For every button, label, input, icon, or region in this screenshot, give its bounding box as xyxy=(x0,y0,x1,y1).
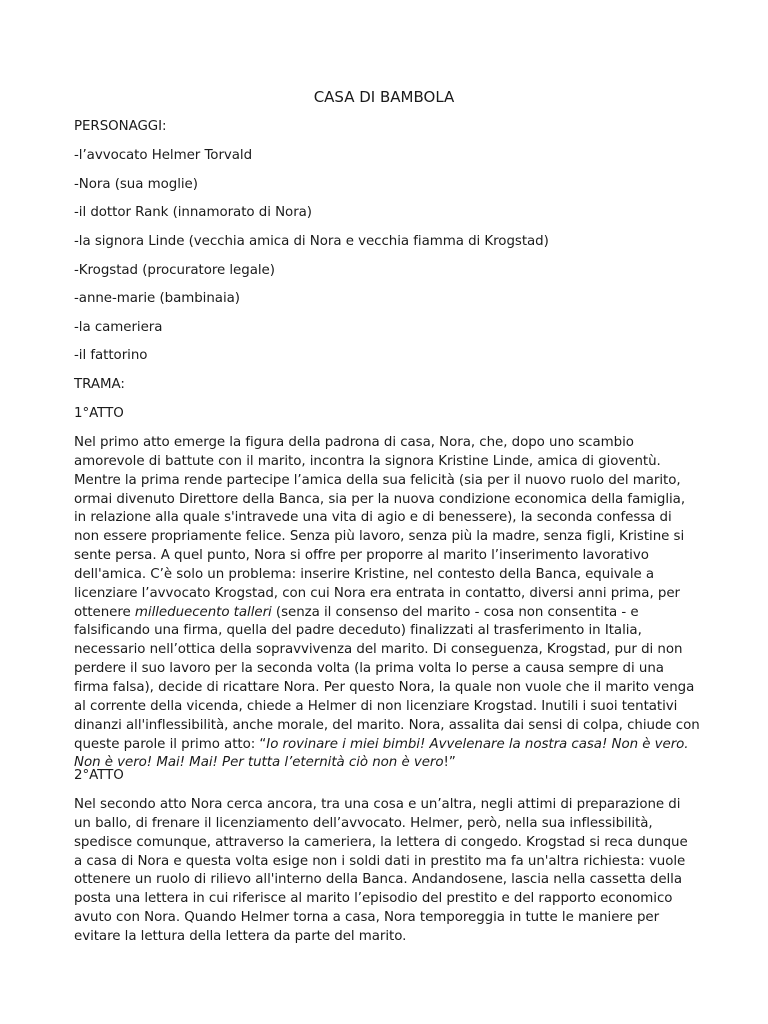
character-item: -la signora Linde (vecchia amica di Nora e vecchia fiamma di Krogstad) xyxy=(74,234,549,249)
act2-heading: 2°ATTO xyxy=(74,768,124,783)
document-title: CASA DI BAMBOLA xyxy=(313,88,455,106)
act1-italic-quote: Io rovinare i miei bimbi! Avvelenare la nostra casa! Non è vero. Non è vero! Mai! Mai! Per tutta l’eternità ciò non è vero xyxy=(74,736,689,771)
act1-italic-talleri: milleduecento talleri xyxy=(134,604,272,620)
plot-heading: TRAMA: xyxy=(74,377,125,392)
act1-text-c: !” xyxy=(443,755,456,771)
character-item: -l’avvocato Helmer Torvald xyxy=(74,148,253,163)
character-item: -la cameriera xyxy=(74,320,163,335)
character-item: -Krogstad (procuratore legale) xyxy=(74,263,275,278)
act1-heading: 1°ATTO xyxy=(74,406,124,421)
character-item: -Nora (sua moglie) xyxy=(74,177,198,192)
character-item: -il dottor Rank (innamorato di Nora) xyxy=(74,205,312,220)
act1-paragraph xyxy=(74,434,700,773)
character-item: -anne-marie (bambinaia) xyxy=(74,291,240,306)
act2-paragraph: Nel secondo atto Nora cerca ancora, tra una cosa e un’altra, negli attimi di preparazione di un ballo, di frenare il licenziamento dell’avvocato. Helmer, però, nella sua inflessibilità, spedisce comunque, attraverso la cameriera, la lettera di congedo. Krogstad si reca dunque a casa di Nora e questa volta esige non i soldi dati in prestito ma fa un'altra richiesta: vuole ottenere un ruolo di rilievo all'interno della Banca. Andandosene, lascia nella cassetta della posta una lettera in cui riferisce al marito l’episodio del prestito e del rapporto economico avuto con Nora. Quando Helmer torna a casa, Nora temporeggia in tutte le maniere per evitare la lettura della lettera da parte del marito. xyxy=(74,797,688,944)
character-item: -il fattorino xyxy=(74,348,148,363)
act1-text-a: Nel primo atto emerge la figura della padrona di casa, Nora, che, dopo uno scambio amorevole di battute con il marito, incontra la signora Kristine Linde, amica di gioventù. Mentre la prima rende partecipe l’amica della sua felicità (sia per il nuovo ruolo del marito, ormai divenuto Direttore della Banca, sia per la nuova condizione economica della famiglia, in relazione alla quale s'intravede una vita di agio e di benessere), la seconda confessa di non essere propriamente felice. Senza più lavoro, senza più la madre, senza figli, Kristine si sente persa. A quel punto, Nora si offre per proporre al marito l’inserimento lavorativo dell'amica. C’è solo un problema: inserire Kristine, nel contesto della Banca, equivale a licenziare l’avvocato Krogstad, con cui Nora era entrata in contatto, diversi anni prima, per ottenere xyxy=(74,435,686,620)
characters-heading: PERSONAGGI: xyxy=(74,119,167,134)
act1-text-b: (senza il consenso del marito - cosa non consentita - e falsificando una firma, quella del padre deceduto) finalizzati al trasferimento in Italia, necessario nell’ottica della sopravvivenza del marito. Di conseguenza, Krogstad, pur di non perdere il suo lavoro per la seconda volta (la prima volta lo perse a causa sempre di una firma falsa), decide di ricattare Nora. Per questo Nora, la quale non vuole che il marito venga al corrente della vicenda, chiede a Helmer di non licenziare Krogstad. Inutili i suoi tentativi dinanzi all'inflessibilità, anche morale, del marito. Nora, assalita dai sensi di colpa, chiude con queste parole il primo atto: “ xyxy=(74,604,700,752)
